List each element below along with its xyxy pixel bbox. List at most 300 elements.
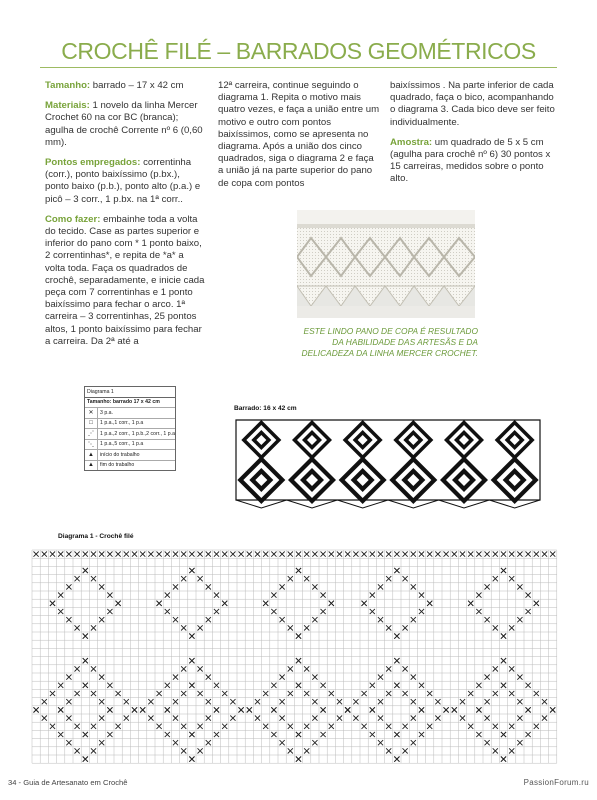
stitch-mark <box>411 617 416 622</box>
title-divider <box>40 67 557 68</box>
stitch-mark <box>173 740 178 745</box>
stitch-mark <box>485 584 490 589</box>
stitch-mark <box>321 552 326 557</box>
stitch-mark <box>485 552 490 557</box>
stitch-mark <box>345 707 350 712</box>
stitch-mark <box>222 601 227 606</box>
stitch-mark <box>501 568 506 573</box>
stitch-mark <box>230 699 235 704</box>
stitch-mark <box>304 666 309 671</box>
stitch-mark <box>181 748 186 753</box>
stitch-mark <box>50 601 55 606</box>
stitch-mark <box>280 740 285 745</box>
pontos-label: Pontos empregados: <box>45 157 141 169</box>
stitch-mark <box>386 691 391 696</box>
stitch-mark <box>116 601 121 606</box>
legend-size: Tamanho: barrado 17 x 42 cm <box>87 399 160 406</box>
stitch-mark <box>370 683 375 688</box>
stitch-mark <box>501 683 506 688</box>
stitch-mark <box>534 601 539 606</box>
stitch-mark <box>214 609 219 614</box>
stitch-mark <box>58 609 63 614</box>
stitch-mark <box>312 584 317 589</box>
square-icon: □ <box>85 419 98 429</box>
legend-item <box>85 440 175 451</box>
stitch-mark <box>124 552 129 557</box>
stitch-mark <box>312 699 317 704</box>
stitch-mark <box>460 552 465 557</box>
stitch-mark <box>263 601 268 606</box>
stitch-mark <box>550 707 555 712</box>
stitch-mark <box>75 552 80 557</box>
stitch-mark <box>165 593 170 598</box>
legend-item-text: início do trabalho <box>100 451 140 458</box>
stitch-mark <box>83 568 88 573</box>
stitch-mark <box>394 634 399 639</box>
stitch-mark <box>468 552 473 557</box>
stitch-mark <box>206 716 211 721</box>
stitch-mark <box>107 683 112 688</box>
text-column-2 <box>218 80 380 198</box>
stitch-mark <box>296 757 301 762</box>
stitch-mark <box>83 683 88 688</box>
stitch-mark <box>419 732 424 737</box>
stitch-mark <box>386 666 391 671</box>
stitch-mark <box>485 617 490 622</box>
stitch-mark <box>321 707 326 712</box>
stitch-mark <box>386 552 391 557</box>
stitch-mark <box>493 625 498 630</box>
stitch-mark <box>501 552 506 557</box>
stitch-mark <box>304 625 309 630</box>
stitch-mark <box>222 691 227 696</box>
stitch-mark <box>255 716 260 721</box>
stitch-mark <box>501 732 506 737</box>
stitch-mark <box>75 748 80 753</box>
stitch-mark <box>304 552 309 557</box>
stitch-mark <box>75 666 80 671</box>
stitch-mark <box>517 584 522 589</box>
stitch-mark <box>34 707 39 712</box>
stitch-mark <box>411 584 416 589</box>
stitch-mark <box>304 748 309 753</box>
legend-item-text: 1 p.a.,2 corr., 1 p.b.,2 corr., 1 p.a <box>100 430 175 437</box>
legend-item-text: 1 p.a.,5 corr., 1 p.a <box>100 441 144 448</box>
stitch-mark <box>534 691 539 696</box>
tamanho-paragraph <box>45 80 205 92</box>
stitch-mark <box>271 683 276 688</box>
arrow-icon: ▲ <box>85 450 98 460</box>
stitch-mark <box>230 716 235 721</box>
legend-item-text: 1 p.a.,1 corr., 1 p.a <box>100 420 144 427</box>
stitch-mark <box>321 732 326 737</box>
stitch-mark <box>99 699 104 704</box>
stitch-mark <box>394 757 399 762</box>
stitch-mark <box>173 716 178 721</box>
stitch-mark <box>493 724 498 729</box>
stitch-mark <box>542 699 547 704</box>
stitch-mark <box>304 724 309 729</box>
como-label: Como fazer: <box>45 213 101 225</box>
stitch-mark <box>435 552 440 557</box>
crochet-border-illustration <box>297 210 475 318</box>
stitch-mark <box>312 716 317 721</box>
stitch-mark <box>198 724 203 729</box>
legend-table <box>84 386 176 471</box>
stitch-mark <box>353 699 358 704</box>
stitch-mark <box>271 609 276 614</box>
col2-paragraph: 12ª carreira, continue seguindo o diagrama 1. Repita o motivo mais quatro vezes, e faça a união entre um motivo e outro com pontos baixíssimos, como se apresenta no diagrama. Após a união dos cinco quadrados, siga o diagrama 2 e faça a união já na parte superior do pano de copa com pontos <box>218 80 380 189</box>
stitch-mark <box>75 576 80 581</box>
stitch-mark <box>58 683 63 688</box>
stitch-mark <box>493 748 498 753</box>
amostra-label: Amostra: <box>390 136 433 148</box>
stitch-mark <box>157 552 162 557</box>
stitch-mark <box>501 634 506 639</box>
stitch-mark <box>124 716 129 721</box>
como-text: embainhe toda a volta do tecido. Case as partes superior e inferior do pano com * 1 ponto baixo, 2 correntinhas*, e repita de *a* a volta toda. Faça os quadrados de crochê, separadamente, e inicie cada peça com 7 correntinhas e 1 ponto baixíssimo para fechar o arco. 1ª carreira – 3 correntinhas, 25 pontos altos, 1 ponto baixíssimo para fechar a carreira. Da 2ª até a <box>45 213 205 347</box>
stitch-mark <box>116 691 121 696</box>
stitch-mark <box>58 707 63 712</box>
stitch-mark <box>517 699 522 704</box>
stitch-mark <box>165 552 170 557</box>
stitch-mark <box>206 552 211 557</box>
stitch-mark <box>255 552 260 557</box>
stitch-mark <box>206 740 211 745</box>
stitch-mark <box>403 666 408 671</box>
stitch-mark <box>329 724 334 729</box>
stitch-mark <box>99 552 104 557</box>
stitch-mark <box>66 675 71 680</box>
stitch-mark <box>189 732 194 737</box>
stitch-mark <box>58 732 63 737</box>
stitch-mark <box>214 732 219 737</box>
stitch-mark <box>501 658 506 663</box>
stitch-mark <box>271 707 276 712</box>
stitch-mark <box>271 732 276 737</box>
stitch-mark <box>91 691 96 696</box>
stitch-mark <box>189 568 194 573</box>
stitch-mark <box>132 707 137 712</box>
text-column-1 <box>45 80 205 356</box>
stitch-mark <box>312 552 317 557</box>
stitch-mark <box>460 699 465 704</box>
stitch-mark <box>485 716 490 721</box>
stitch-mark <box>476 707 481 712</box>
stitch-mark <box>476 552 481 557</box>
stitch-mark <box>66 584 71 589</box>
stitch-mark <box>542 552 547 557</box>
stitch-mark <box>99 675 104 680</box>
legend-item <box>85 419 175 430</box>
stitch-mark <box>329 691 334 696</box>
stitch-mark <box>304 691 309 696</box>
stitch-mark <box>485 675 490 680</box>
stitch-mark <box>411 552 416 557</box>
stitch-mark <box>403 552 408 557</box>
stitch-mark <box>312 675 317 680</box>
stitch-mark <box>58 552 63 557</box>
stitch-mark <box>198 576 203 581</box>
stitch-mark <box>321 593 326 598</box>
stitch-mark <box>337 699 342 704</box>
stitch-mark <box>157 691 162 696</box>
square-dots-icon: ⋱ <box>85 440 98 450</box>
stitch-mark <box>370 609 375 614</box>
stitch-mark <box>509 576 514 581</box>
stitch-mark <box>337 552 342 557</box>
stitch-mark <box>476 732 481 737</box>
stitch-mark <box>542 716 547 721</box>
stitch-mark <box>353 716 358 721</box>
stitch-mark <box>75 625 80 630</box>
stitch-mark <box>83 552 88 557</box>
stitch-mark <box>50 724 55 729</box>
diagram1-chart <box>30 544 560 764</box>
stitch-mark <box>91 748 96 753</box>
stitch-mark <box>107 609 112 614</box>
stitch-mark <box>526 552 531 557</box>
stitch-mark <box>66 740 71 745</box>
stitch-mark <box>271 593 276 598</box>
stitch-mark <box>214 683 219 688</box>
stitch-mark <box>132 552 137 557</box>
stitch-mark <box>329 552 334 557</box>
stitch-mark <box>157 601 162 606</box>
stitch-mark <box>460 716 465 721</box>
stitch-mark <box>403 748 408 753</box>
amostra-paragraph <box>390 137 558 186</box>
stitch-mark <box>91 666 96 671</box>
stitch-mark <box>189 683 194 688</box>
legend-title-row <box>85 387 175 398</box>
stitch-mark <box>493 552 498 557</box>
barrado-schematic <box>234 418 544 510</box>
stitch-mark <box>173 699 178 704</box>
stitch-mark <box>181 724 186 729</box>
stitch-mark <box>280 552 285 557</box>
stitch-mark <box>403 691 408 696</box>
stitch-mark <box>329 601 334 606</box>
stitch-mark <box>485 740 490 745</box>
stitch-mark <box>444 707 449 712</box>
stitch-mark <box>165 732 170 737</box>
legend-item <box>85 408 175 419</box>
stitch-mark <box>509 625 514 630</box>
stitch-mark <box>526 593 531 598</box>
stitch-mark <box>386 625 391 630</box>
stitch-mark <box>198 666 203 671</box>
stitch-mark <box>378 675 383 680</box>
stitch-mark <box>526 609 531 614</box>
legend-item-text: fim do trabalho <box>100 462 135 469</box>
stitch-mark <box>83 658 88 663</box>
watermark: PassionForum.ru <box>523 778 589 787</box>
stitch-mark <box>362 601 367 606</box>
stitch-mark <box>181 625 186 630</box>
materiais-label: Materiais: <box>45 100 90 112</box>
stitch-mark <box>476 683 481 688</box>
stitch-mark <box>411 699 416 704</box>
stitch-mark <box>403 625 408 630</box>
stitch-mark <box>173 617 178 622</box>
stitch-mark <box>378 740 383 745</box>
stitch-mark <box>107 732 112 737</box>
stitch-mark <box>386 748 391 753</box>
stitch-mark <box>419 552 424 557</box>
stitch-mark <box>263 724 268 729</box>
barrado-outline <box>236 420 540 500</box>
stitch-mark <box>476 609 481 614</box>
stitch-mark <box>353 552 358 557</box>
stitch-mark <box>91 576 96 581</box>
como-paragraph <box>45 214 205 348</box>
stitch-mark <box>83 732 88 737</box>
x-icon: ✕ <box>85 408 98 418</box>
stitch-mark <box>345 552 350 557</box>
stitch-mark <box>198 748 203 753</box>
stitch-mark <box>509 748 514 753</box>
stitch-mark <box>362 691 367 696</box>
stitch-mark <box>99 617 104 622</box>
page-footer: 34 - Guia de Artesanato em Crochê <box>8 778 128 787</box>
stitch-mark <box>304 576 309 581</box>
stitch-mark <box>66 552 71 557</box>
stitch-mark <box>247 707 252 712</box>
stitch-mark <box>378 617 383 622</box>
stitch-mark <box>42 699 47 704</box>
stitch-mark <box>362 552 367 557</box>
stitch-mark <box>206 617 211 622</box>
text-column-3 <box>390 80 558 194</box>
stitch-mark <box>34 552 39 557</box>
legend-title: Diagrama 1 <box>87 388 114 395</box>
stitch-mark <box>288 724 293 729</box>
stitch-mark <box>296 683 301 688</box>
stitch-mark <box>427 724 432 729</box>
square-dots-icon: ⋰ <box>85 429 98 439</box>
stitch-mark <box>173 552 178 557</box>
stitch-mark <box>550 552 555 557</box>
stitch-mark <box>157 724 162 729</box>
legend-item-text: 3 p.a. <box>100 409 113 416</box>
stitch-mark <box>206 699 211 704</box>
stitch-mark <box>296 568 301 573</box>
stitch-mark <box>517 617 522 622</box>
legend-item <box>85 450 175 461</box>
stitch-mark <box>526 683 531 688</box>
stitch-mark <box>370 707 375 712</box>
stitch-mark <box>107 707 112 712</box>
stitch-mark <box>239 707 244 712</box>
stitch-mark <box>312 740 317 745</box>
stitch-mark <box>534 552 539 557</box>
stitch-mark <box>91 552 96 557</box>
stitch-mark <box>255 699 260 704</box>
stitch-mark <box>534 724 539 729</box>
stitch-mark <box>468 724 473 729</box>
stitch-mark <box>419 707 424 712</box>
stitch-mark <box>263 552 268 557</box>
stitch-mark <box>288 666 293 671</box>
stitch-mark <box>107 593 112 598</box>
stitch-mark <box>148 552 153 557</box>
stitch-mark <box>280 699 285 704</box>
stitch-mark <box>198 625 203 630</box>
arrow-icon: ▲ <box>85 461 98 471</box>
stitch-mark <box>83 757 88 762</box>
stitch-mark <box>107 552 112 557</box>
stitch-mark <box>435 716 440 721</box>
stitch-mark <box>280 716 285 721</box>
stitch-mark <box>517 552 522 557</box>
stitch-mark <box>493 691 498 696</box>
stitch-mark <box>419 683 424 688</box>
stitch-mark <box>509 552 514 557</box>
stitch-mark <box>296 634 301 639</box>
stitch-mark <box>116 552 121 557</box>
stitch-mark <box>66 699 71 704</box>
stitch-mark <box>452 552 457 557</box>
stitch-mark <box>124 699 129 704</box>
stitch-mark <box>370 732 375 737</box>
stitch-mark <box>214 593 219 598</box>
materiais-text: 1 novelo da linha Mercer Crochet 60 na cor BC (branca); agulha de crochê Corrente nº 6 (0,60 mm). <box>45 100 203 148</box>
stitch-mark <box>517 740 522 745</box>
stitch-mark <box>198 552 203 557</box>
stitch-mark <box>337 716 342 721</box>
stitch-mark <box>189 552 194 557</box>
stitch-mark <box>501 757 506 762</box>
stitch-mark <box>165 707 170 712</box>
stitch-mark <box>485 699 490 704</box>
stitch-mark <box>173 584 178 589</box>
pontos-text: correntinha (corr.), ponto baixíssimo (p.bx.), ponto baixo (p.b.), ponto alto (p.a.) e picô – 3 corr., 1 p.bx. na 1ª corr.. <box>45 157 201 205</box>
stitch-mark <box>99 740 104 745</box>
legend-size-row <box>85 398 175 409</box>
stitch-mark <box>370 593 375 598</box>
stitch-mark <box>509 691 514 696</box>
stitch-mark <box>280 617 285 622</box>
tamanho-label: Tamanho: <box>45 80 91 91</box>
stitch-mark <box>378 699 383 704</box>
stitch-mark <box>509 724 514 729</box>
stitch-mark <box>394 683 399 688</box>
stitch-mark <box>140 552 145 557</box>
stitch-mark <box>435 699 440 704</box>
stitch-mark <box>411 716 416 721</box>
stitch-mark <box>419 593 424 598</box>
stitch-mark <box>517 675 522 680</box>
stitch-mark <box>181 691 186 696</box>
stitch-mark <box>91 625 96 630</box>
stitch-mark <box>526 732 531 737</box>
stitch-mark <box>173 675 178 680</box>
stitch-mark <box>116 724 121 729</box>
stitch-mark <box>321 609 326 614</box>
stitch-mark <box>427 691 432 696</box>
stitch-mark <box>312 617 317 622</box>
stitch-mark <box>189 658 194 663</box>
legend-item <box>85 461 175 471</box>
stitch-mark <box>42 552 47 557</box>
stitch-mark <box>66 617 71 622</box>
barrado-label: Barrado: 16 x 42 cm <box>234 405 297 412</box>
stitch-mark <box>75 691 80 696</box>
stitch-mark <box>230 552 235 557</box>
col3-paragraph: baixíssimos . Na parte inferior de cada quadrado, faça o bico, acompanhando o diagrama 3. Cada bico deve ser feito individualmente. <box>390 80 555 128</box>
stitch-mark <box>280 675 285 680</box>
